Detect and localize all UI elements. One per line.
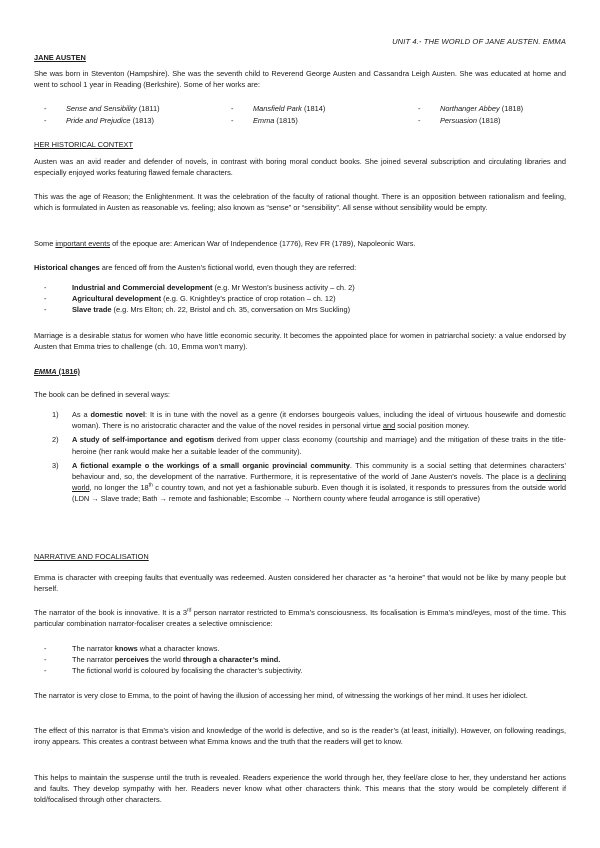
work-item: - Sense and Sensibility (1811) xyxy=(44,104,160,113)
list-item: - Agricultural development (e.g. G. Knightley’s practice of crop rotation – ch. 12) xyxy=(44,294,336,304)
context-paragraph-1: Austen was an avid reader and defender of novels, in contrast with boring moral conduct books. She joined several subscription and circulating libraries and especially enjoyed works featuring flawed female characters. xyxy=(34,157,566,178)
changes-paragraph: Historical changes are fenced off from the Austen’s fictional world, even though they are referred: xyxy=(34,263,357,272)
narrative-paragraph-3: The narrator is very close to Emma, to the point of having the illusion of accessing her mind, of witnessing the workings of her mind. It uses her idiolect. xyxy=(34,691,528,700)
works-column-2 xyxy=(231,103,325,126)
narrative-paragraph-1: Emma is character with creeping faults that eventually was redeemed. Austen considered her character as “a heroine” that would not be like by many people but herself. xyxy=(34,573,566,594)
work-item: - Persuasion (1818) xyxy=(418,115,501,125)
narrative-paragraph-2: The narrator of the book is innovative. It is a 3rd person narrator restricted to Emma’s consciousness. Its focalisation is Emma’s mind/eyes, most of the time. This particular combination narrator-focaliser creates a selective omniscience: xyxy=(34,607,566,629)
work-item: - Northanger Abbey (1818) xyxy=(418,104,524,113)
list-item: 3) A fictional example o the workings of a small organic provincial community. This community is a social setting that determines characters’ behaviour and, so, the development of the narrative. Furthermore, it is representative of the world of Jane Austen’s novels. The place is a declining world, no longer the 18th c country town, and not yet a fashionable suburb. Even though it is isolated, it responds to pressures from the outside world (LDN → Slave trade; Bath → remote and fashionable; Escombe → Northern county where feudal arrogance is still operative) xyxy=(52,460,566,504)
running-header: UNIT 4.- THE WORLD OF JANE AUSTEN. EMMA xyxy=(392,37,566,46)
bio-paragraph: She was born in Steventon (Hampshire). She was the seventh child to Reverend George Austen and Cassandra Leigh Austen. She was educated at home and went to school 1 year in Reading (Berkshire). Some of her works are: xyxy=(34,69,566,90)
work-item: - Mansfield Park (1814) xyxy=(231,104,326,113)
list-item: 1) As a domestic novel: It is in tune with the novel as a genre (it endorses bourgeois values, including the ideal of virtuous housewife and domestic woman). There is no aristocratic character and the value of the novel resides in personal virtue and social position money. xyxy=(52,410,567,431)
work-item: - Pride and Prejudice (1813) xyxy=(44,115,154,125)
narrator-points xyxy=(34,643,566,677)
narrative-paragraph-4: The effect of this narrator is that Emma’s vision and knowledge of the world is defective, and so is the reader’s (at least, initially). However, on following readings, irony appears. This creates a contrast between what Emma knows and the truth that the readers will get to know. xyxy=(34,726,566,747)
section-title-jane-austen: JANE AUSTEN xyxy=(34,53,86,62)
section-title-historical-context: HER HISTORICAL CONTEXT xyxy=(34,140,133,149)
list-item: - Slave trade (e.g. Mrs Elton; ch. 22, Bristol and ch. 35, conversation on Mrs Suckling) xyxy=(44,305,351,315)
changes-list xyxy=(34,282,566,316)
context-paragraph-2: This was the age of Reason; the Enlightenment. It was the celebration of the faculty of rational thought. There is an opposition between rationalism and feeling, which is formulated in Austen as reasonable vs. feeling; also known as “sense” or “sensibility”. All sense without sensibility would be empty. xyxy=(34,192,566,213)
list-item: - The narrator perceives the world through a character’s mind. xyxy=(44,655,281,665)
works-column-1 xyxy=(44,103,160,126)
emma-intro: The book can be defined in several ways: xyxy=(34,390,170,399)
work-item: - Emma (1815) xyxy=(231,115,298,125)
list-item: 2) A study of self-importance and egotism derived from upper class economy (courtship and marriage) and the mitigation of these traits in the title-heroine (her rank would make her a suitable leader of the community). xyxy=(52,435,566,456)
section-title-narrative: NARRATIVE AND FOCALISATION xyxy=(34,552,149,561)
narrative-paragraph-5: This helps to maintain the suspense until the truth is revealed. Readers experience the world through her, they feel/are close to her, they understand her actions and faults. They develop sympathy with her. Readers never know what other characters think. This means that the story would be completely different if told/focalised through other characters. xyxy=(34,773,566,805)
list-item: - The narrator knows what a character knows. xyxy=(44,644,220,653)
list-item: - Industrial and Commercial development (e.g. Mr Weston’s business activity – ch. 2) xyxy=(44,283,355,292)
marriage-paragraph: Marriage is a desirable status for women who have little economic security. It becomes the appointed place for women in patriarchal society: a value endorsed by Austen that Emma tries to challenge (ch. 10, Emma won’t marry). xyxy=(34,331,566,352)
section-title-emma: EMMA (1816) xyxy=(34,367,81,376)
events-paragraph: Some important events of the epoque are: American War of Independence (1776), Rev FR (1789), Napoleonic Wars. xyxy=(34,239,416,248)
works-column-3 xyxy=(418,103,523,126)
definitions-list xyxy=(34,409,566,505)
list-item: - The fictional world is coloured by focalising the character’s subjectivity. xyxy=(44,666,303,676)
